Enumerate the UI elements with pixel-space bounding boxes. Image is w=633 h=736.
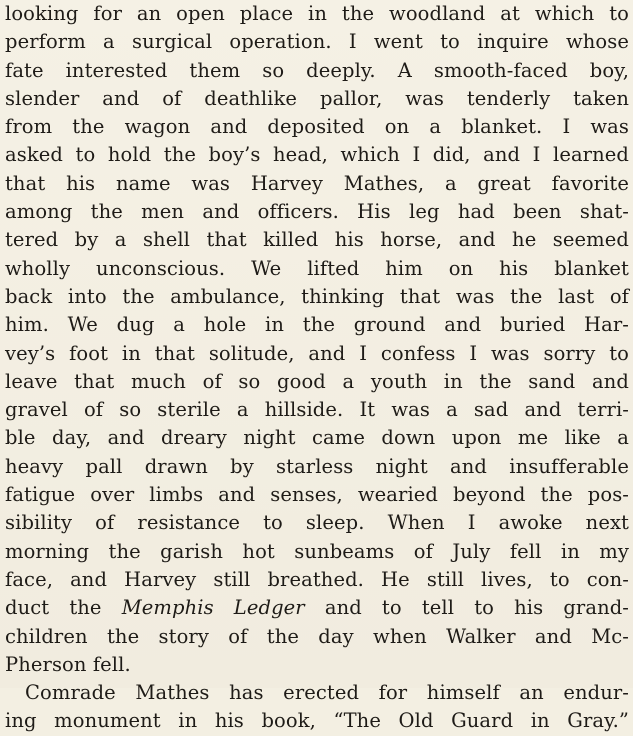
text-line: heavy pall drawn by starless night and insufferable <box>5 454 629 478</box>
text-line: Comrade Mathes has erected for himself an endur- <box>25 681 629 705</box>
text-line: looking for an open place in the woodland at which to <box>5 2 629 25</box>
text-line: slender and of deathlike pallor, was tenderly taken <box>5 86 629 110</box>
text-line: ing monument in his book, “The Old Guard in Gray.” <box>5 709 629 733</box>
text-line: leave that much of so good a youth in the sand and <box>5 369 629 393</box>
text-line: from the wagon and deposited on a blanket. I was <box>5 115 629 139</box>
text-line: back into the ambulance, thinking that was the last of <box>5 284 629 308</box>
text-line-with-title <box>5 594 629 622</box>
paragraph-1 <box>5 0 629 679</box>
text-line: face, and Harvey still breathed. He still lives, to con- <box>5 567 629 591</box>
text-line: sibility of resistance to sleep. When I awoke next <box>5 511 629 535</box>
text-line-last: Pherson fell. <box>5 652 131 676</box>
text-line: vey’s foot in that solitude, and I confess I was sorry to <box>5 341 629 365</box>
text-line: him. We dug a hole in the ground and buried Har- <box>5 313 629 337</box>
text-line: fate interested them so deeply. A smooth-faced boy, <box>5 58 629 82</box>
text-line: children the story of the day when Walker and Mc- <box>5 624 629 648</box>
text-line: morning the garish hot sunbeams of July fell in my <box>5 539 629 563</box>
text-fragment: duct the <box>5 596 122 620</box>
text-line: perform a surgical operation. I went to inquire whose <box>5 30 629 54</box>
text-line: among the men and officers. His leg had been shat- <box>5 200 629 224</box>
text-fragment: and to tell to his grand- <box>304 596 629 620</box>
text-line: wholly unconscious. We lifted him on his blanket <box>5 256 629 280</box>
text-line: gravel of so sterile a hillside. It was a sad and terri- <box>5 398 629 422</box>
text-line: asked to hold the boy’s head, which I did, and I learned <box>5 143 629 167</box>
body-text <box>5 0 629 736</box>
text-line: that his name was Harvey Mathes, a great favorite <box>5 171 629 195</box>
text-line: fatigue over limbs and senses, wearied beyond the pos- <box>5 483 629 507</box>
text-line: tered by a shell that killed his horse, and he seemed <box>5 228 629 252</box>
text-line: ble day, and dreary night came down upon me like a <box>5 426 629 450</box>
newspaper-title: Memphis Ledger <box>121 596 305 620</box>
